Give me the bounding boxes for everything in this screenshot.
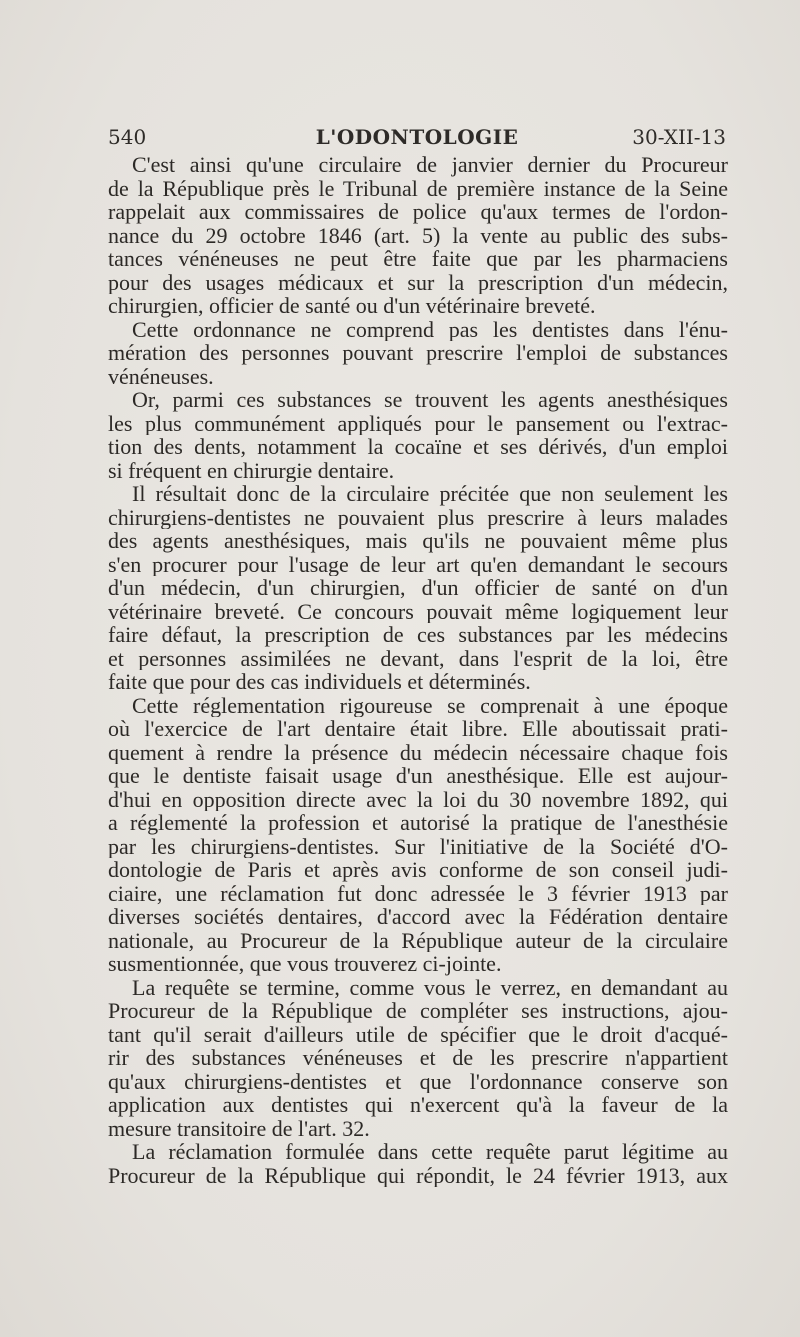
text-line: application aux dentistes qui n'exercent qu'à la faveur de la — [108, 1093, 728, 1117]
text-line: et personnes assimilées ne devant, dans l'esprit de la loi, être — [108, 646, 728, 670]
text-line: s'en procurer pour l'usage de leur art qu'en demandant le secours — [108, 552, 728, 576]
text-line: mération des personnes pouvant prescrire l'emploi de substances — [108, 341, 728, 365]
text-line: par les chirurgiens-dentistes. Sur l'initiative de la Société d'O- — [108, 834, 728, 858]
text-line: tant qu'il serait d'ailleurs utile de spécifier que le droit d'acqué- — [108, 1022, 728, 1046]
text-line: Or, parmi ces substances se trouvent les agents anesthésiques — [132, 388, 728, 412]
text-line: de la République près le Tribunal de première instance de la Seine — [108, 176, 728, 200]
text-line: rappelait aux commissaires de police qu'aux termes de l'ordon- — [108, 200, 728, 224]
text-line: que le dentiste faisait usage d'un anesthésique. Elle est aujour- — [108, 764, 728, 788]
body-text — [108, 153, 728, 1187]
text-line: rir des substances vénéneuses et de les prescrire n'appartient — [108, 1046, 728, 1070]
page-number: 540 — [108, 125, 147, 149]
text-line: faire défaut, la prescription de ces substances par les médecins — [108, 623, 728, 647]
text-line: Procureur de la République qui répondit, le 24 février 1913, aux — [108, 1163, 728, 1187]
text-line: tances vénéneuses ne peut être faite que par les pharmaciens — [108, 247, 728, 271]
text-line: C'est ainsi qu'une circulaire de janvier dernier du Procureur — [132, 153, 728, 177]
text-line: d'un médecin, d'un chirurgien, d'un officier de santé on d'un — [108, 576, 728, 600]
text-line: quement à rendre la présence du médecin nécessaire chaque fois — [108, 740, 728, 764]
text-line: Procureur de la République de compléter ses instructions, ajou- — [108, 999, 728, 1023]
text-line: où l'exercice de l'art dentaire était libre. Elle aboutissait prati- — [108, 717, 728, 741]
text-line: tion des dents, notamment la cocaïne et ses dérivés, d'un emploi — [108, 435, 728, 459]
text-line: dontologie de Paris et après avis conforme de son conseil judi- — [108, 858, 728, 882]
text-line: mesure transitoire de l'art. 32. — [108, 1116, 370, 1140]
text-line: faite que pour des cas individuels et déterminés. — [108, 670, 531, 694]
text-line: chirurgien, officier de santé ou d'un vétérinaire breveté. — [108, 294, 596, 318]
text-line: nance du 29 octobre 1846 (art. 5) la vente au public des subs- — [108, 223, 728, 247]
text-line: susmentionnée, que vous trouverez ci-jointe. — [108, 952, 502, 976]
text-line: nationale, au Procureur de la République auteur de la circulaire — [108, 928, 728, 952]
text-line: vétérinaire breveté. Ce concours pouvait même logiquement leur — [108, 599, 728, 623]
text-line: a réglementé la profession et autorisé la pratique de l'anesthésie — [108, 811, 728, 835]
text-line: ciaire, une réclamation fut donc adressée le 3 février 1913 par — [108, 881, 728, 905]
text-line: diverses sociétés dentaires, d'accord avec la Fédération dentaire — [108, 905, 728, 929]
text-line: qu'aux chirurgiens-dentistes et que l'ordonnance conserve son — [108, 1069, 728, 1093]
text-line: si fréquent en chirurgie dentaire. — [108, 458, 395, 482]
text-line: Il résultait donc de la circulaire précitée que non seulement les — [132, 482, 728, 506]
text-line: La réclamation formulée dans cette requête parut légitime au — [132, 1140, 728, 1164]
text-line: La requête se termine, comme vous le verrez, en demandant au — [132, 975, 728, 999]
running-title: L'ODONTOLOGIE — [315, 125, 519, 149]
text-line: vénéneuses. — [108, 364, 214, 388]
text-line: Cette réglementation rigoureuse se comprenait à une époque — [132, 693, 728, 717]
text-line: Cette ordonnance ne comprend pas les dentistes dans l'énu- — [132, 317, 728, 341]
text-line: chirurgiens-dentistes ne pouvaient plus prescrire à leurs malades — [108, 505, 728, 529]
text-line: des agents anesthésiques, mais qu'ils ne pouvaient même plus — [108, 529, 728, 553]
text-line: les plus communément appliqués pour le pansement ou l'extrac- — [108, 411, 728, 435]
issue-date: 30-XII-13 — [632, 125, 726, 149]
text-line: d'hui en opposition directe avec la loi du 30 novembre 1892, qui — [108, 787, 728, 811]
text-line: pour des usages médicaux et sur la prescription d'un médecin, — [108, 270, 728, 294]
page-header — [108, 121, 726, 153]
